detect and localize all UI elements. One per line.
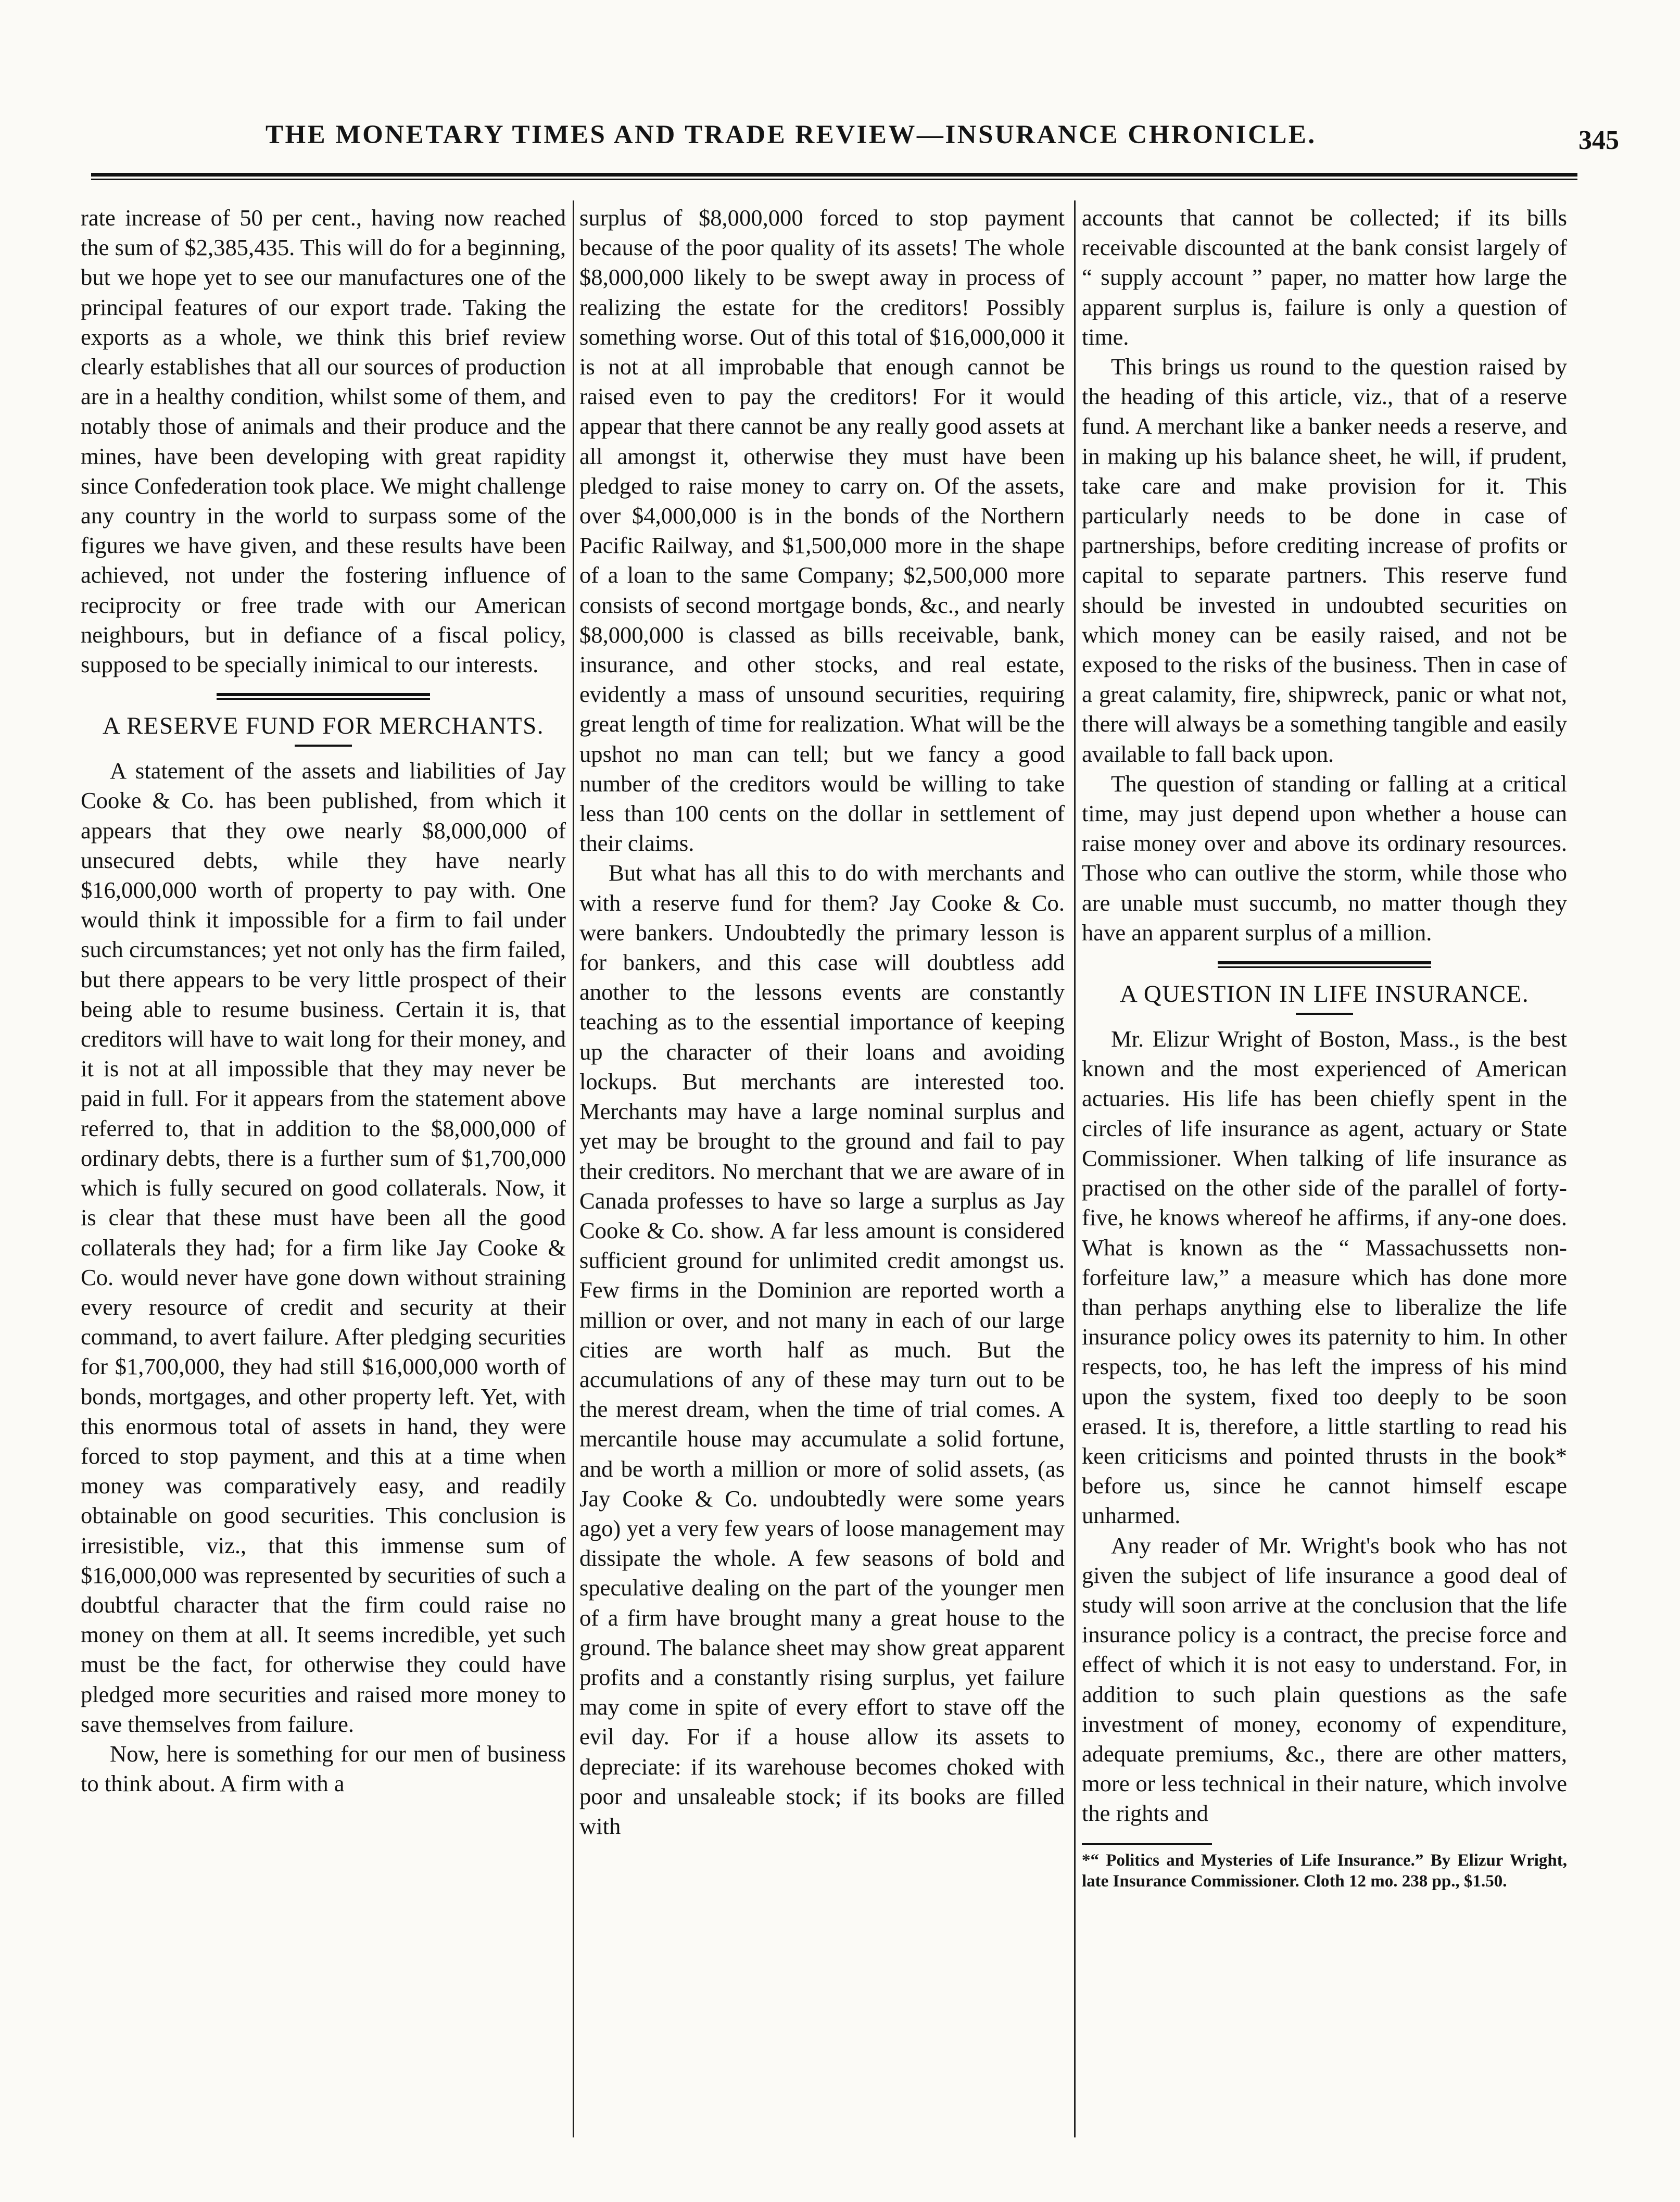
paragraph: Mr. Elizur Wright of Boston, Mass., is the best known and the most experienced of American actuaries. His life has been chiefly spent in the circles of life insurance as agent, actuary or State Commissioner. When talking of life insurance as practised on the other side of the parallel of forty-five, he knows whereof he affirms, if any-one does. What is known as the “ Massachussetts non-forfeiture law,” a measure which has done more than perhaps anything else to liberalize the life insurance policy owes its paternity to him. In other respects, too, he has left the impress of his mind upon the system, fixed too deeply to be soon erased. It is, therefore, a little startling to read his keen criticisms and pointed thrusts in the book* before us, since he cannot himself escape unharmed. <box>1082 1026 1567 1529</box>
page-header <box>78 116 1619 157</box>
paragraph: surplus of $8,000,000 forced to stop payment because of the poor quality of its assets! The whole $8,000,000 likely to be swept away in process of realizing the estate for the creditors! Possibly something worse. Out of this total of $16,000,000 it is not at all improbable that enough cannot be raised even to pay the creditors! For it would appear that there cannot be any really good assets at all amongst it, otherwise they must have been pledged to raise money to carry on. Of the assets, over $4,000,000 is in the bonds of the Northern Pacific Railway, and $1,500,000 more in the shape of a loan to the same Company; $2,500,000 more consists of second mortgage bonds, &c., and nearly $8,000,000 is classed as bills receivable, bank, insurance, and other stocks, and real estate, evidently a mass of unsound securities, requiring great length of time for realization. What will be the upshot no man can tell; but we fancy a good number of the creditors would be willing to take less than 100 cents on the dollar in settlement of their claims. <box>579 205 1065 857</box>
column-3 <box>1082 203 1567 2130</box>
page-number: 345 <box>1578 125 1619 155</box>
paragraph: The question of standing or falling at a critical time, may just depend upon whether a house can raise money over and above its ordinary resources. Those who can outlive the storm, while those who are unable must succumb, no matter though they have an apparent surplus of a million. <box>1082 770 1567 946</box>
footnote-rule <box>1082 1843 1212 1845</box>
paragraph: A statement of the assets and liabilities of Jay Cooke & Co. has been published, from which it appears that they owe nearly $8,000,000 of unsecured debts, while they have nearly $16,000,000 worth of property to pay with. One would think it impossible for a firm to fail under such circumstances; yet not only has the firm failed, but there appears to be very little prospect of their being able to resume business. Certain it is, that creditors will have to wait long for their money, and it is not at all impossible that they may never be paid in full. For it appears from the statement above referred to, that in addition to the $8,000,000 of ordinary debts, there is a further sum of $1,700,000 which is fully secured on good collaterals. Now, it is clear that these must have been all the good collaterals they had; for a firm like Jay Cooke & Co. would never have gone down without straining every resource of credit and security at their command, to avert failure. After pledging securities for $1,700,000, they had still $16,000,000 worth of bonds, mortgages, and other property left. Yet, with this enormous total of assets in hand, they were forced to stop payment, and this at a time when money was comparatively easy, and readily obtainable on good securities. This conclusion is irresistible, viz., that this immense sum of $16,000,000 was represented by securities of such a doubtful character that the firm could raise no money on them at all. It seems incredible, yet such must be the fact, for otherwise they could have pledged more securities and raised more money to save themselves from failure. <box>81 758 566 1737</box>
column-divider <box>1074 200 1076 2137</box>
paragraph: rate increase of 50 per cent., having now reached the sum of $2,385,435. This will do for a beginning, but we hope yet to see our manufactures one of the principal features of our export trade. Taking the exports as a whole, we think this brief review clearly establishes that all our sources of production are in a healthy condition, whilst some of them, and notably those of animals and their produce and the mines, have been developing with great rapidity since Confederation took place. We might challenge any country in the world to surpass some of the figures we have given, and these results have been achieved, not under the fostering influence of reciprocity or free trade with our American neighbours, but in defiance of a fiscal policy, supposed to be specially inimical to our interests. <box>81 205 566 678</box>
heading-rule <box>295 745 352 747</box>
heading-rule <box>1296 1013 1353 1015</box>
column-divider <box>573 200 574 2137</box>
paragraph: But what has all this to do with merchants and with a reserve fund for them? Jay Cooke & Co. were bankers. Undoubtedly the primary lesson is for bankers, and this case will doubtless add another to the lessons events are constantly teaching as to the essential importance of keeping up the character of their loans and avoiding lockups. But merchants are interested too. Merchants may have a large nominal surplus and yet may be brought to the ground and fail to pay their creditors. No merchant that we are aware of in Canada professes to have so large a surplus as Jay Cooke & Co. show. A far less amount is considered sufficient ground for unlimited credit amongst us. Few firms in the Dominion are reported worth a million or over, and not many in each of our large cities are worth half as much. But the accumulations of any of these may turn out to be the merest dream, when the time of trial comes. A mercantile house may accumulate a solid fortune, and be worth a million or more of solid assets, (as Jay Cooke & Co. undoubtedly were some years ago) yet a very few years of loose management may dissipate the whole. A few seasons of bold and speculative dealing on the part of the younger men of a firm have brought many a great house to the ground. The balance sheet may show great apparent profits and a constantly rising surplus, yet failure may come in spite of every effort to stave off the evil day. For if a house allow its assets to depreciate: if its warehouse becomes choked with poor and unsaleable stock; if its books are filled with <box>579 860 1065 1839</box>
article-heading: A QUESTION IN LIFE INSURANCE. <box>1119 980 1530 1008</box>
paragraph: Now, here is something for our men of business to think about. A firm with a <box>81 1740 566 1797</box>
article-separator <box>1218 961 1431 968</box>
footnote: *“ Politics and Mysteries of Life Insurance.” By Elizur Wright, late Insurance Commissioner. Cloth 12 mo. 238 pp., $1.50. <box>1082 1851 1567 1891</box>
paragraph: accounts that cannot be collected; if its bills receivable discounted at the bank consist largely of “ supply account ” paper, no matter how large the apparent surplus is, failure is only a question of time. <box>1082 205 1567 350</box>
article-heading: A RESERVE FUND FOR MERCHANTS. <box>102 712 544 740</box>
article-separator <box>217 693 430 700</box>
column-2 <box>579 203 1065 2130</box>
paragraph: This brings us round to the question raised by the heading of this article, viz., that of a reserve fund. A merchant like a banker needs a reserve, and in making up his balance sheet, he will, if prudent, take care and make provision for it. This particularly needs to be done in case of partnerships, before crediting increase of profits or capital to separate partners. This reserve fund should be invested in undoubted securities on which money can be easily raised, and not be exposed to the risks of the business. Then in case of a great calamity, fire, shipwreck, panic or what not, there will always be a something tangible and easily available to fall back upon. <box>1082 354 1567 767</box>
header-rule <box>91 173 1577 180</box>
running-head: THE MONETARY TIMES AND TRADE REVIEW—INSURANCE CHRONICLE. <box>266 120 1317 149</box>
column-1 <box>81 203 566 2130</box>
paragraph: Any reader of Mr. Wright's book who has not given the subject of life insurance a good deal of study will soon arrive at the conclusion that the life insurance policy is a contract, the precise force and effect of which it is not easy to understand. For, in addition to such plain questions as the safe investment of money, economy of expenditure, adequate premiums, &c., there are other matters, more or less technical in their nature, which involve the rights and <box>1082 1532 1567 1827</box>
